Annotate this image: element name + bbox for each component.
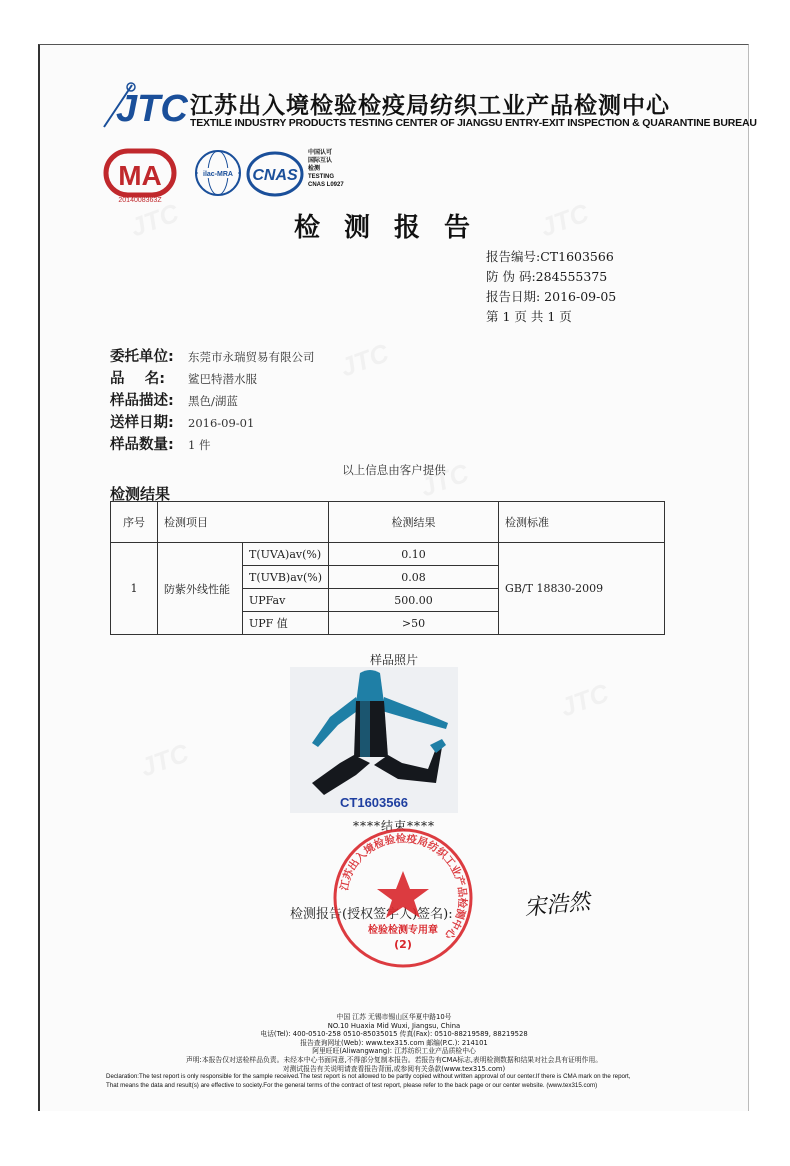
watermark xyxy=(336,338,393,384)
cma-mark-text: MA xyxy=(118,160,162,191)
footer-declaration2: That means the data and result(s) are effective to society.For the general terms of the contract of test report, please refer to the back page or our center website. (www.tex315.com) xyxy=(106,1081,598,1089)
cma-number: 2014008363Z xyxy=(118,197,162,204)
test-value: 0.08 xyxy=(329,566,499,589)
footer-note-cn: 声明:本报告仅对送检样品负责。未经本中心书面同意,不得部分复制本报告。若报告有CMA标志,表明检测数据和结果对社会具有证明作用。 xyxy=(185,1055,603,1064)
header-cell: 检测项目 xyxy=(158,502,329,543)
jtc-logo-text: JTC xyxy=(116,88,188,130)
footer-address-cn: 中国 江苏 无锡市锡山区华夏中路10号 xyxy=(336,1013,452,1021)
signature-label: 检测报告(授权签字人)签名): xyxy=(290,907,453,922)
info-row xyxy=(110,345,315,367)
footer-address-en: NO.10 Huaxia Mid Wuxi, Jiangsu, China xyxy=(327,1021,461,1030)
info-row xyxy=(110,433,315,455)
client-info xyxy=(110,345,315,455)
footer-note-cn2: 对测试报告有关说明请查看报告背面,或参阅有关条款(www.tex315.com) xyxy=(282,1064,506,1073)
info-label: 样品数量: xyxy=(110,437,174,453)
cnas-line: TESTING xyxy=(308,174,335,180)
end-marker: ****结束**** xyxy=(352,819,435,833)
footer-wangwang: 阿里旺旺(Aliwangwang): 江苏纺织工业产品质检中心 xyxy=(312,1047,476,1056)
ilac-mra-icon xyxy=(194,149,242,197)
cnas-logo-text: CNAS xyxy=(252,167,298,184)
results-table xyxy=(110,501,665,635)
test-value: 0.10 xyxy=(329,543,499,566)
info-label: 品 名: xyxy=(110,371,165,387)
test-param: T(UVA)av(%) xyxy=(243,543,329,566)
sample-photo xyxy=(290,667,458,813)
cnas-line: 检测 xyxy=(308,166,321,172)
jtc-logo xyxy=(98,77,188,133)
test-item: 防紫外线性能 xyxy=(158,543,243,635)
report-title: 检测报告 xyxy=(293,213,494,243)
sample-id-label: CT1603566 xyxy=(340,795,408,810)
report-meta xyxy=(486,247,616,327)
info-row xyxy=(110,389,315,411)
report-number: 报告编号:CT1603566 xyxy=(486,249,614,264)
cnas-icon xyxy=(246,151,304,197)
test-value: >50 xyxy=(329,612,499,635)
cnas-accreditation-text xyxy=(308,149,344,189)
anti-fake-code: 防 伪 码:284555375 xyxy=(486,269,608,284)
row-number: 1 xyxy=(111,543,158,635)
header-cell: 检测标准 xyxy=(499,502,665,543)
official-stamp xyxy=(332,827,474,969)
stamp-ring-text: 江苏出入境检验检疫局纺织工业产品检测中心 xyxy=(338,832,469,942)
footer-web: 报告查询网址(Web): www.tex315.com 邮编(P.C.): 214101 xyxy=(300,1038,488,1047)
cnas-line: 中国认可 xyxy=(308,150,333,156)
info-row xyxy=(110,367,315,389)
report-page xyxy=(38,44,757,1111)
stamp-number: (2) xyxy=(394,938,412,951)
info-value: 鲨巴特潜水服 xyxy=(188,372,257,386)
info-label: 样品描述: xyxy=(110,393,174,409)
info-row xyxy=(110,411,315,433)
table-row xyxy=(111,543,665,566)
info-value: 东莞市永瑞贸易有限公司 xyxy=(188,350,315,364)
signature-text: 宋浩然 xyxy=(523,889,592,922)
photo-label: 样品照片 xyxy=(369,653,418,667)
footer xyxy=(40,1013,748,1090)
header-cell: 检测结果 xyxy=(329,502,499,543)
header-cell: 序号 xyxy=(111,502,158,543)
test-standard: GB/T 18830-2009 xyxy=(499,543,665,635)
info-value: 2016-09-01 xyxy=(188,416,255,430)
info-value: 黑色/湖蓝 xyxy=(188,394,238,408)
cnas-line: 国际互认 xyxy=(308,158,333,164)
report-date: 报告日期: 2016-09-05 xyxy=(486,289,617,304)
org-name-en: TEXTILE INDUSTRY PRODUCTS TESTING CENTER OF JIANGSU ENTRY-EXIT INSPECTION & QUARANTINE BUREAU xyxy=(190,117,757,129)
results-section-title: 检测结果 xyxy=(110,485,171,503)
info-value: 1 件 xyxy=(188,438,211,452)
page-count: 第 1 页 共 1 页 xyxy=(486,309,572,324)
test-param: UPFav xyxy=(243,589,329,612)
signature xyxy=(520,881,610,923)
watermark xyxy=(556,678,613,724)
footer-declaration: Declaration:The test report is only responsible for the sample received.The test report is not allowed to be partly copied without written approval of our center.If there is CMA mark on the report, xyxy=(106,1073,631,1081)
info-label: 委托单位: xyxy=(110,349,174,365)
cnas-line: CNAS L0927 xyxy=(308,182,344,188)
provided-note: 以上信息由客户提供 xyxy=(342,463,446,477)
footer-tel: 电话(Tel): 400-0510-258 0510-85035015 传真(Fax): 0510-88219589, 88219528 xyxy=(260,1030,528,1039)
org-name-cn: 江苏出入境检验检疫局纺织工业产品检测中心 xyxy=(190,93,670,119)
table-header-row xyxy=(111,502,665,543)
watermark xyxy=(136,738,193,784)
ilac-mra-text: ilac-MRA xyxy=(203,171,233,178)
info-label: 送样日期: xyxy=(110,415,174,431)
test-param: T(UVB)av(%) xyxy=(243,566,329,589)
test-param: UPF 值 xyxy=(243,612,329,635)
test-value: 500.00 xyxy=(329,589,499,612)
stamp-center-text: 检验检测专用章 xyxy=(368,925,438,936)
